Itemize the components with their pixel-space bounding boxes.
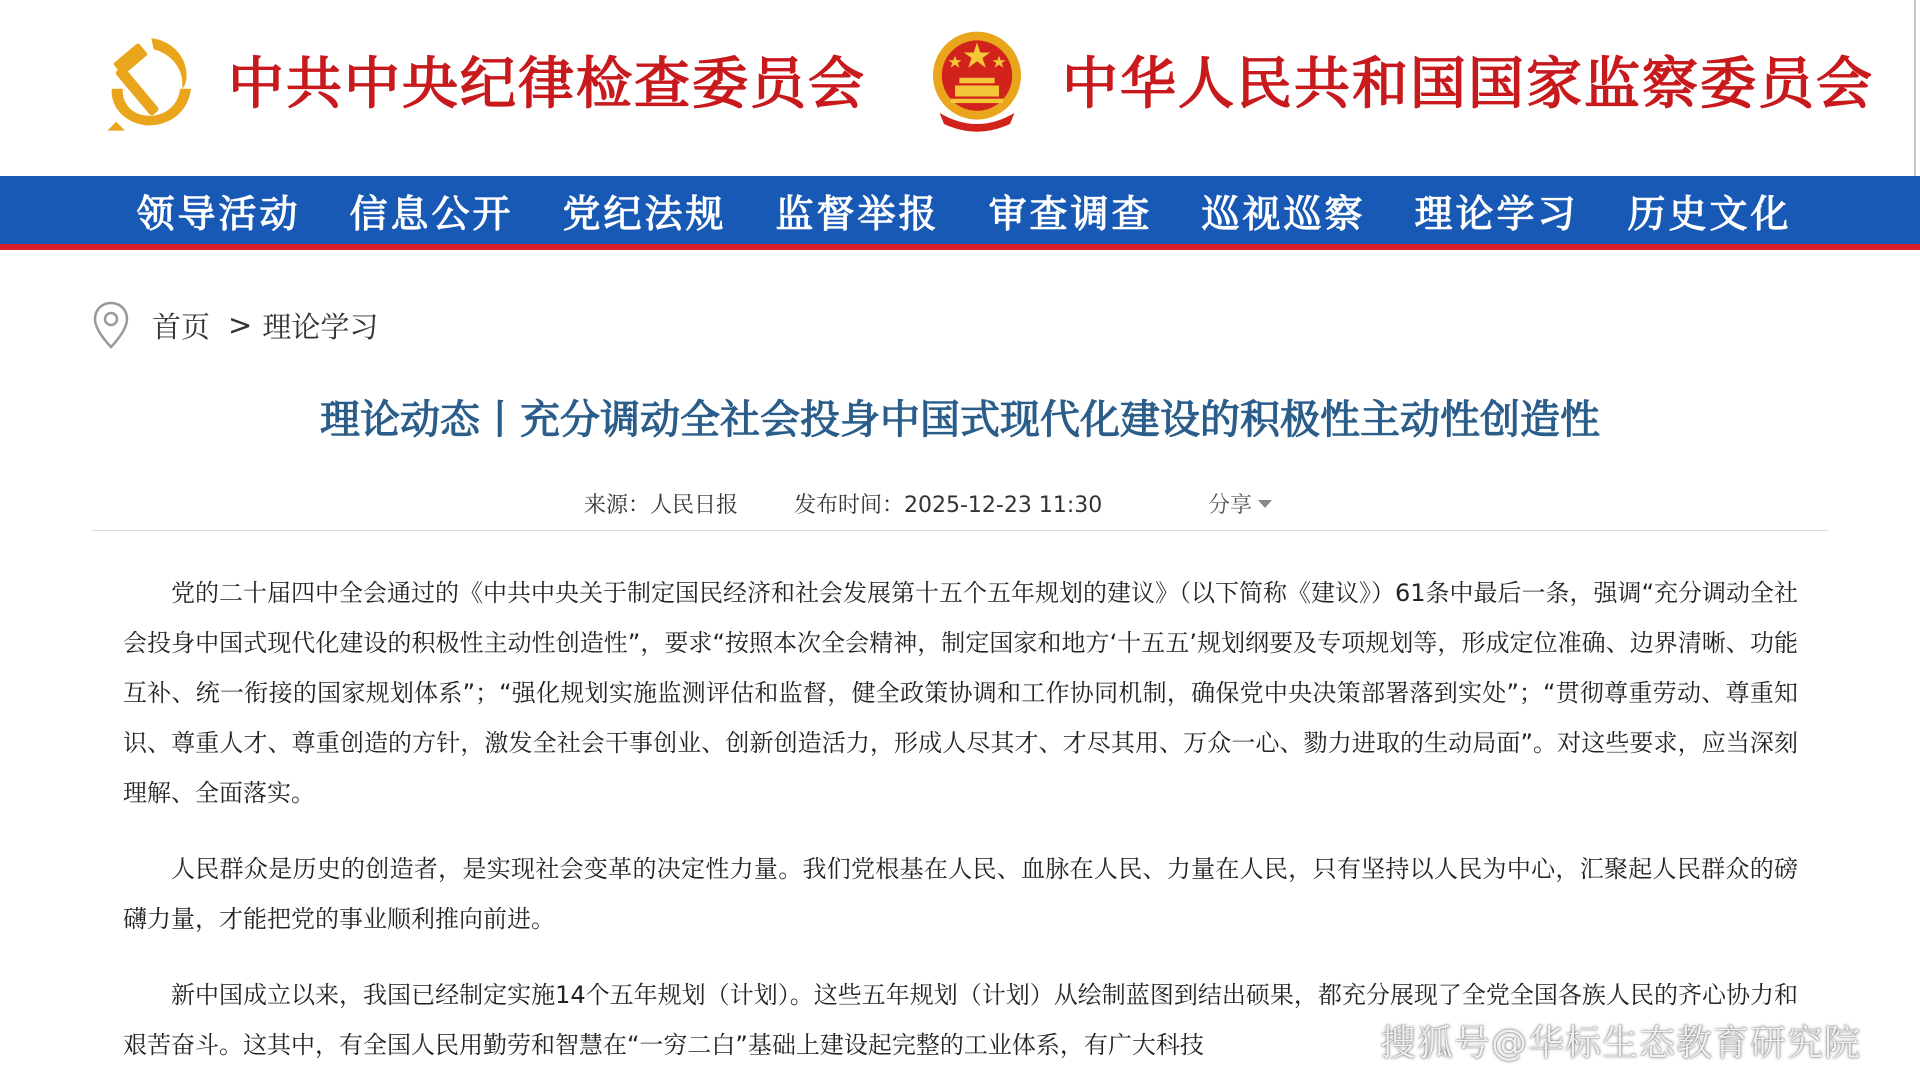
nav-item-information[interactable]: 信息公开 — [349, 190, 514, 236]
main-nav — [0, 176, 1920, 244]
article-source: 来源：人民日报 — [584, 493, 739, 518]
article-body — [123, 568, 1798, 1080]
ccdi-name: 中共中央纪律检查委员会 — [228, 51, 866, 117]
share-label: 分享 — [1208, 493, 1253, 518]
scrollbar-edge[interactable] — [1914, 0, 1916, 200]
article-meta — [0, 480, 1920, 520]
location-pin-icon — [92, 301, 130, 349]
nav-item-inspection[interactable]: 巡视巡察 — [1201, 190, 1366, 236]
article-title: 理论动态丨充分调动全社会投身中国式现代化建设的积极性主动性创造性 — [320, 397, 1600, 443]
hammer-sickle-icon — [92, 24, 202, 136]
watermark: 搜狐号@华标生态教育研究院 — [1380, 1023, 1862, 1064]
share-button[interactable] — [1208, 488, 1272, 519]
ccdi-logo[interactable] — [92, 20, 866, 140]
nsc-name: 中华人民共和国国家监察委员会 — [1062, 51, 1874, 117]
site-header — [0, 0, 1920, 176]
breadcrumb — [92, 300, 378, 350]
nav-item-regulations[interactable]: 党纪法规 — [562, 190, 727, 236]
nav-item-leadership[interactable]: 领导活动 — [136, 190, 301, 236]
article-paragraph: 新中国成立以来，我国已经制定实施14个五年规划（计划）。这些五年规划（计划）从绘制蓝图到结出硕果，都充分展现了全党全国各族人民的齐心协力和艰苦奋斗。这其中，有全国人民用勤劳和智慧在“一穷二白”基础上建设起完整的工业体系，有广大科技 — [123, 981, 1798, 1059]
nav-item-supervision[interactable]: 监督举报 — [775, 190, 940, 236]
meta-divider — [92, 530, 1828, 531]
nav-item-history[interactable]: 历史文化 — [1627, 190, 1792, 236]
nav-underline — [0, 244, 1920, 250]
nav-item-investigation[interactable]: 审查调查 — [988, 190, 1153, 236]
nsc-logo[interactable] — [922, 20, 1874, 140]
article-paragraph: 党的二十届四中全会通过的《中共中央关于制定国民经济和社会发展第十五个五年规划的建议》（以下简称《建议》）61条中最后一条，强调“充分调动全社会投身中国式现代化建设的积极性主动性创造性”，要求“按照本次全会精神，制定国家和地方‘十五五’规划纲要及专项规划等，形成定位准确、边界清晰、功能互补、统一衔接的国家规划体系”；“强化规划实施监测评估和监督，健全政策协调和工作协同机制，确保党中央决策部署落到实处”；“贯彻尊重劳动、尊重知识、尊重人才、尊重创造的方针，激发全社会干事创业、创新创造活力，形成人尽其才、才尽其用、万众一心、勠力进取的生动局面”。对这些要求，应当深刻理解、全面落实。 — [123, 579, 1798, 807]
breadcrumb-separator: > — [228, 308, 253, 342]
national-emblem-icon — [922, 24, 1032, 136]
nav-item-theory[interactable]: 理论学习 — [1414, 190, 1579, 236]
nav-list — [112, 176, 1816, 244]
breadcrumb-current[interactable]: 理论学习 — [262, 309, 379, 344]
caret-down-icon — [1258, 500, 1272, 508]
breadcrumb-home[interactable]: 首页 — [152, 309, 211, 344]
article-paragraph: 人民群众是历史的创造者，是实现社会变革的决定性力量。我们党根基在人民、血脉在人民、力量在人民，只有坚持以人民为中心，汇聚起人民群众的磅礴力量，才能把党的事业顺利推向前进。 — [123, 855, 1798, 933]
article-publish-time: 发布时间：2025-12-23 11:30 — [794, 493, 1103, 518]
